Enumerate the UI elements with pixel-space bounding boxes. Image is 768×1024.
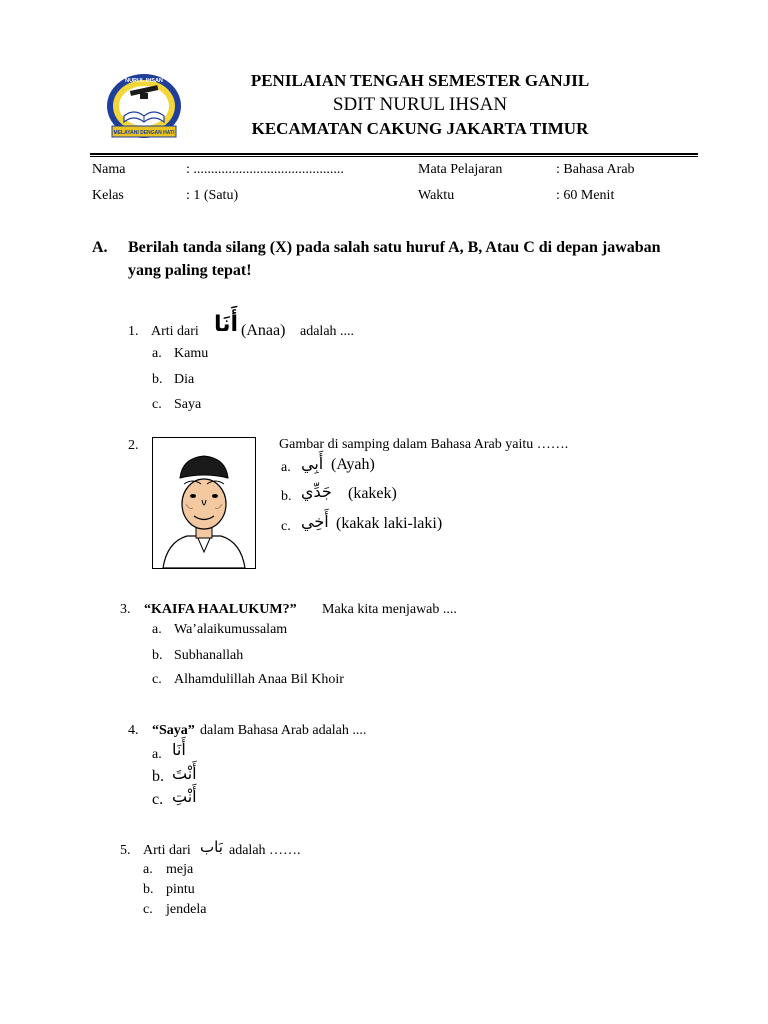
instruction-letter: A. bbox=[92, 239, 108, 256]
q1-tail: adalah .... bbox=[300, 324, 355, 339]
q2-option-a-letter: a. bbox=[281, 460, 291, 475]
q4-option-c-arabic: أَنْتِ bbox=[172, 787, 197, 806]
nama-label: Nama bbox=[92, 162, 126, 177]
q2-option-b-arabic: جَدِّي bbox=[301, 482, 332, 501]
waktu-label: Waktu bbox=[418, 188, 455, 203]
q1-option-c-letter: c. bbox=[152, 397, 162, 412]
q4-option-a-letter: a. bbox=[152, 747, 162, 762]
q5-number: 5. bbox=[120, 843, 131, 858]
q5-option-c: jendela bbox=[166, 902, 207, 917]
q3-option-a-letter: a. bbox=[152, 622, 162, 637]
q1-option-a-letter: a. bbox=[152, 346, 162, 361]
q1-number: 1. bbox=[128, 324, 139, 339]
q2-option-c-arabic: أَخِي bbox=[301, 512, 329, 531]
q4-option-c-letter: c. bbox=[152, 791, 164, 808]
q1-option-a: Kamu bbox=[174, 346, 209, 361]
q1-option-c: Saya bbox=[174, 397, 202, 412]
logo-banner-text: MELAYANI DENGAN HATI bbox=[113, 130, 175, 136]
q4-number: 4. bbox=[128, 723, 139, 738]
kelas-value: : 1 (Satu) bbox=[186, 188, 239, 203]
q3-number: 3. bbox=[120, 602, 131, 617]
q4-text: dalam Bahasa Arab adalah .... bbox=[200, 723, 367, 738]
school-logo bbox=[104, 72, 184, 144]
waktu-value: : 60 Menit bbox=[556, 188, 615, 203]
q3-option-b: Subhanallah bbox=[174, 648, 244, 663]
q5-tail: adalah ……. bbox=[229, 843, 301, 858]
instruction-text: Berilah tanda silang (X) pada salah satu huruf A, B, Atau C di depan jawaban yang paling tepat! bbox=[128, 239, 661, 279]
q5-option-a: meja bbox=[166, 862, 194, 877]
q2-option-b: (kakek) bbox=[348, 485, 397, 502]
q5-option-a-letter: a. bbox=[143, 862, 153, 877]
q2-option-a-arabic: أَبِي bbox=[301, 454, 324, 473]
q4-option-b-arabic: أَنْتَ bbox=[172, 764, 197, 783]
q5-option-c-letter: c. bbox=[143, 902, 153, 917]
q2-option-b-letter: b. bbox=[281, 489, 292, 504]
q1-transliteration: (Anaa) bbox=[241, 322, 286, 339]
header-school-name: SDIT NURUL IHSAN bbox=[332, 94, 508, 115]
q2-text: Gambar di samping dalam Bahasa Arab yaitu ……. bbox=[279, 437, 569, 452]
header-line-3: KECAMATAN CAKUNG JAKARTA TIMUR bbox=[251, 119, 589, 138]
q5-option-b: pintu bbox=[166, 882, 195, 897]
mapel-label: Mata Pelajaran bbox=[418, 162, 503, 177]
grandfather-picture bbox=[152, 437, 256, 569]
svg-text:NURUL IHSAN: NURUL IHSAN bbox=[125, 78, 163, 84]
q2-number: 2. bbox=[128, 438, 139, 453]
q5-option-b-letter: b. bbox=[143, 882, 154, 897]
header-divider-thin bbox=[90, 156, 698, 157]
q1-prefix: Arti dari bbox=[151, 324, 199, 339]
q1-option-b-letter: b. bbox=[152, 372, 163, 387]
q3-option-c: Alhamdulillah Anaa Bil Khoir bbox=[174, 672, 344, 687]
q3-text: Maka kita menjawab .... bbox=[322, 602, 457, 617]
q1-arabic: أَنَا bbox=[214, 312, 239, 337]
q2-option-a: (Ayah) bbox=[331, 456, 375, 473]
mapel-value: : Bahasa Arab bbox=[556, 162, 635, 177]
q3-option-a: Wa’alaikumussalam bbox=[174, 622, 288, 637]
q2-option-c: (kakak laki-laki) bbox=[336, 515, 443, 532]
kelas-label: Kelas bbox=[92, 188, 124, 203]
header-line-1: PENILAIAN TENGAH SEMESTER GANJIL bbox=[250, 71, 590, 90]
q4-question: “Saya” bbox=[152, 723, 195, 738]
nama-value: : ........................................... bbox=[186, 162, 344, 177]
q1-option-b: Dia bbox=[174, 372, 195, 387]
q5-arabic: بَاب bbox=[200, 838, 223, 856]
q4-option-a-arabic: أَنَا bbox=[172, 740, 186, 759]
q3-question: “KAIFA HAALUKUM?” bbox=[144, 602, 297, 617]
q3-option-c-letter: c. bbox=[152, 672, 162, 687]
q4-option-b-letter: b. bbox=[152, 768, 164, 785]
header-divider bbox=[90, 153, 698, 155]
q3-option-b-letter: b. bbox=[152, 648, 163, 663]
q5-prefix: Arti dari bbox=[143, 843, 191, 858]
q2-option-c-letter: c. bbox=[281, 519, 291, 534]
